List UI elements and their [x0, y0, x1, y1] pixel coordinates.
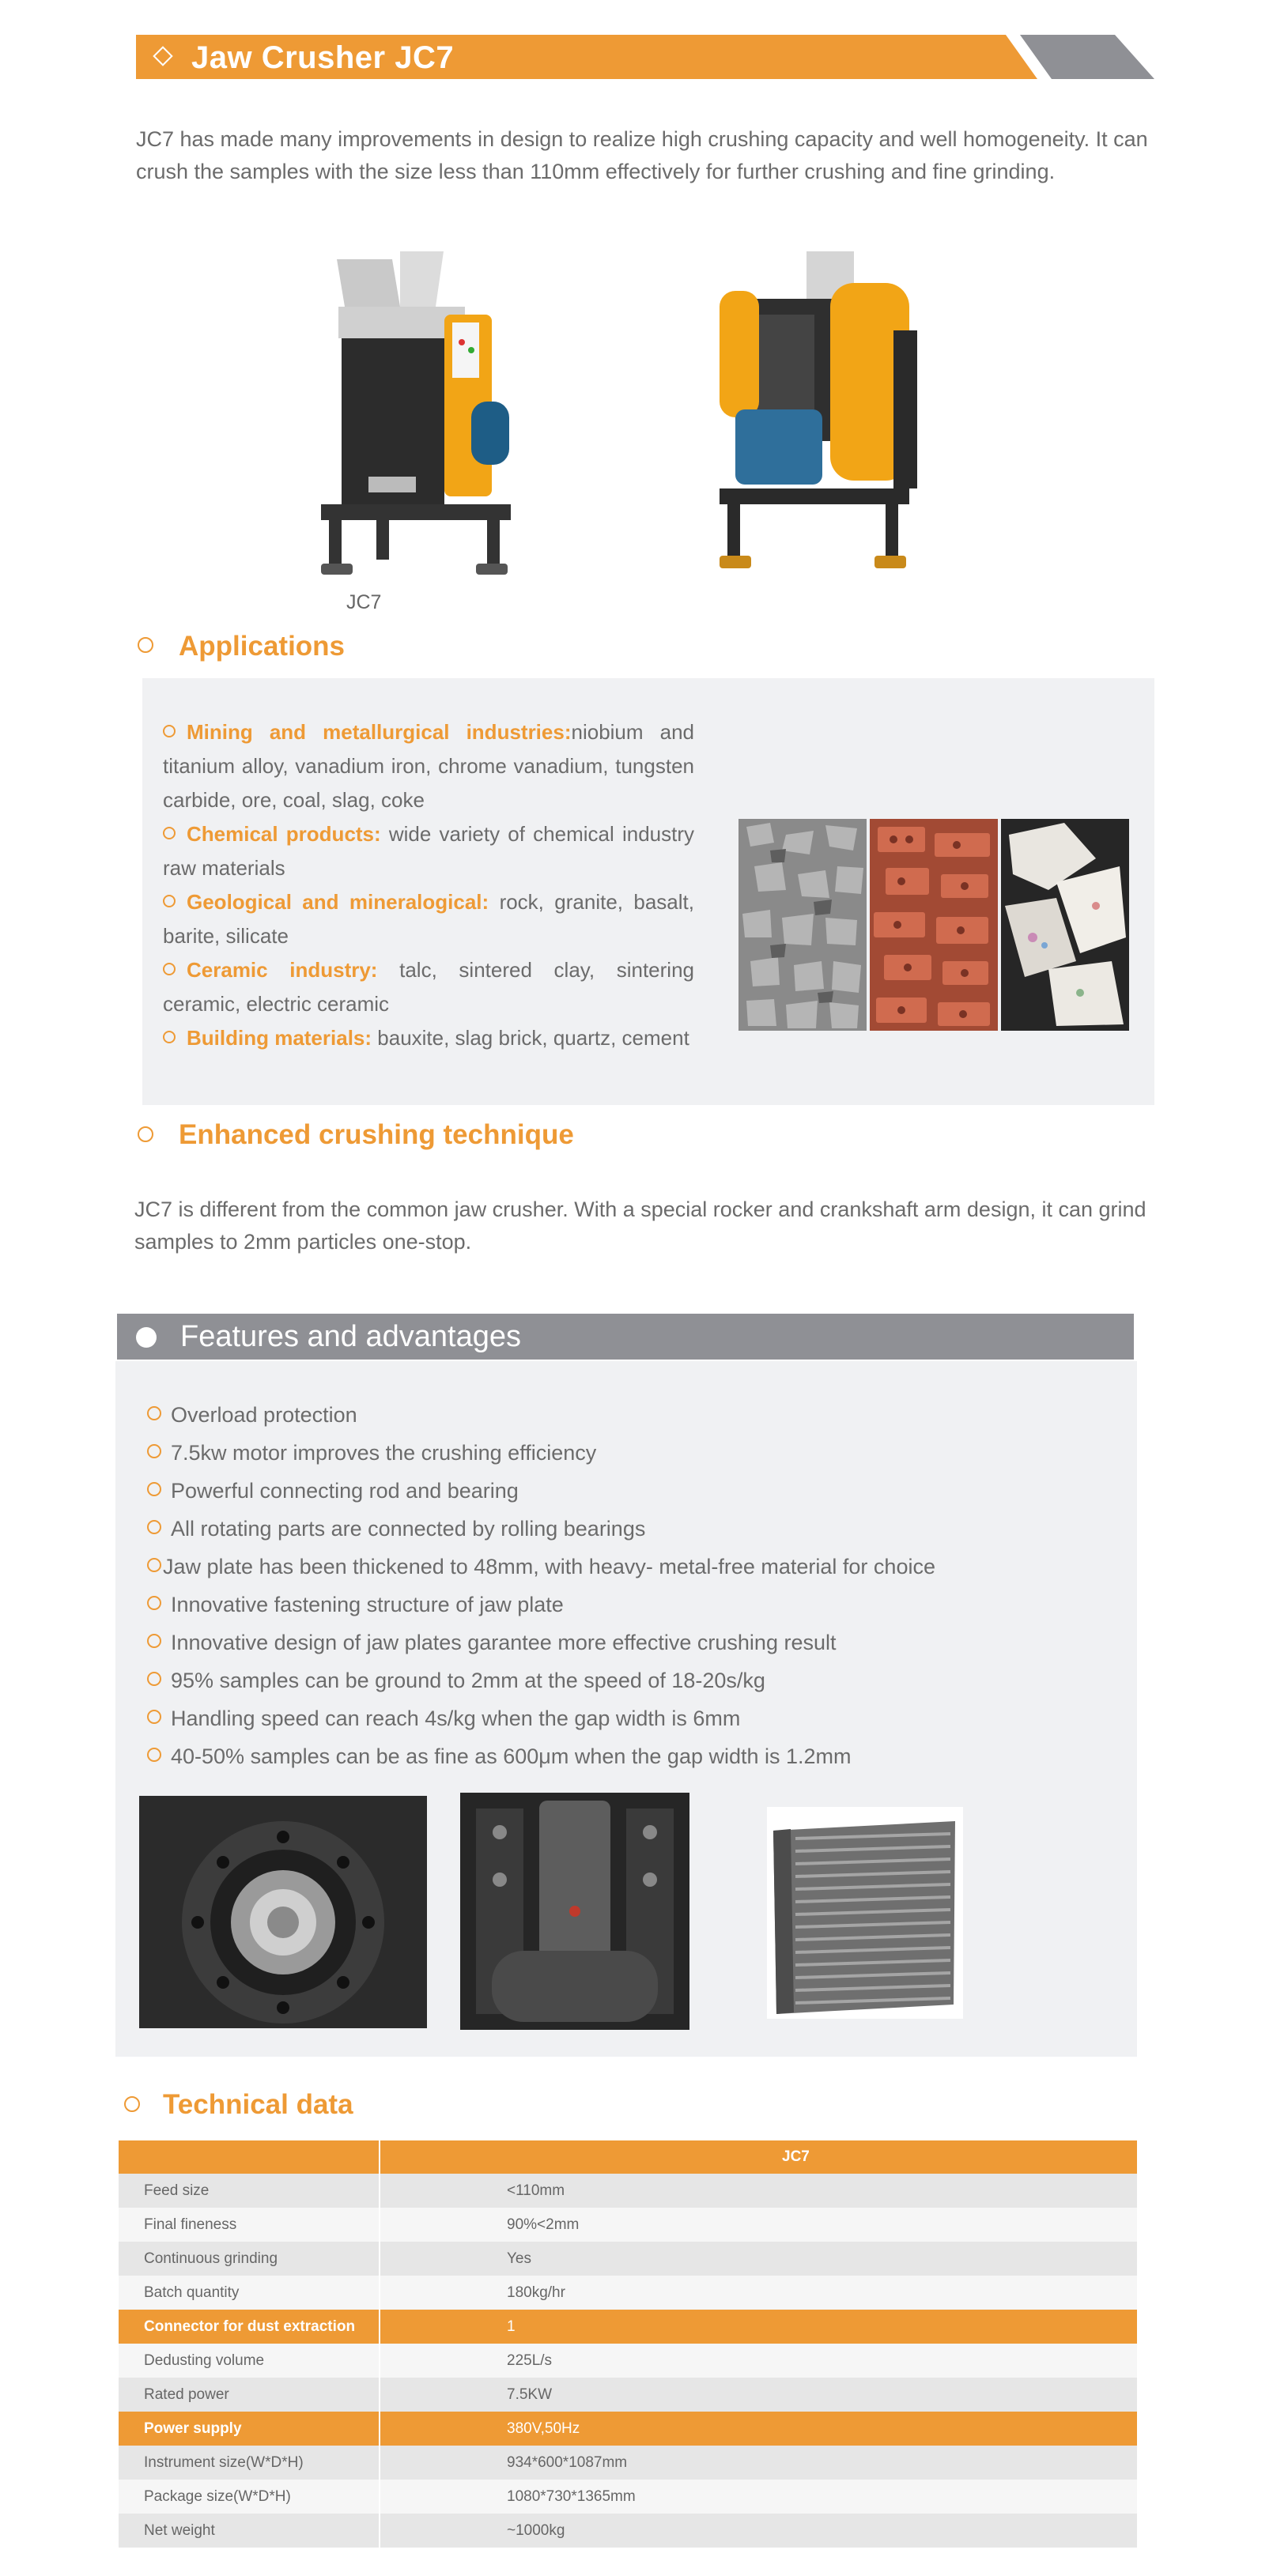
circle-bullet-icon — [147, 1482, 161, 1496]
circle-bullet-icon — [163, 827, 176, 839]
circle-bullet-icon — [147, 1558, 161, 1572]
table-header-model: JC7 — [380, 2140, 1137, 2174]
ore-sample-image — [738, 819, 867, 1031]
feature-item: Handling speed can reach 4s/kg when the gap width is 6mm — [147, 1703, 935, 1741]
features-list — [147, 1399, 935, 1778]
table-row: Feed size <110mm — [119, 2174, 1137, 2208]
applications-title: Applications — [179, 631, 346, 662]
flywheel-detail-image — [139, 1796, 427, 2028]
circle-bullet-icon — [163, 963, 176, 975]
feature-item: 40-50% samples can be as fine as 600μm when the gap width is 1.2mm — [147, 1741, 935, 1778]
technical-data-table — [119, 2140, 1137, 2548]
table-header-label — [119, 2140, 380, 2174]
jaw-crusher-side-image — [704, 251, 925, 588]
circle-bullet-icon — [163, 1031, 176, 1043]
application-item: Building materials: bauxite, slag brick, quartz, cement — [163, 1021, 694, 1055]
features-title: Features and advantages — [180, 1320, 521, 1353]
slag-brick-image — [870, 819, 998, 1031]
feature-item: 95% samples can be ground to 2mm at the speed of 18-20s/kg — [147, 1665, 935, 1703]
table-header-row — [119, 2140, 1137, 2174]
feature-item: Innovative design of jaw plates garantee more effective crushing result — [147, 1627, 935, 1665]
table-row: Dedusting volume 225L/s — [119, 2344, 1137, 2378]
circle-bullet-icon — [163, 725, 176, 737]
section-circle-icon — [138, 637, 153, 653]
feature-item: 7.5kw motor improves the crushing efficiency — [147, 1437, 935, 1475]
page-title: Jaw Crusher JC7 — [191, 40, 455, 75]
intro-paragraph: JC7 has made many improvements in design to realize high crushing capacity and well homogeneity. It can crush the samples with the size less than 110mm effectively for further crushing and fine grinding. — [136, 127, 1148, 183]
circle-bullet-icon — [147, 1748, 161, 1762]
table-row: Rated power 7.5KW — [119, 2378, 1137, 2412]
filled-circle-icon — [136, 1327, 157, 1348]
table-row: Instrument size(W*D*H) 934*600*1087mm — [119, 2446, 1137, 2480]
feature-item: Overload protection — [147, 1399, 935, 1437]
table-row-highlight: Power supply 380V,50Hz — [119, 2412, 1137, 2446]
section-circle-icon — [124, 2096, 140, 2112]
feature-item: All rotating parts are connected by rolling bearings — [147, 1513, 935, 1551]
enhanced-title: Enhanced crushing technique — [179, 1119, 574, 1150]
section-circle-icon — [138, 1126, 153, 1142]
ceramic-shards-image — [1001, 819, 1129, 1031]
circle-bullet-icon — [147, 1634, 161, 1648]
feature-item: Powerful connecting rod and bearing — [147, 1475, 935, 1513]
jaw-crusher-front-image — [305, 251, 535, 588]
feature-item: Innovative fastening structure of jaw plate — [147, 1589, 935, 1627]
title-banner-accent — [1020, 35, 1154, 79]
table-row: Package size(W*D*H) 1080*730*1365mm — [119, 2480, 1137, 2514]
circle-bullet-icon — [147, 1672, 161, 1686]
table-row-highlight: Connector for dust extraction 1 — [119, 2310, 1137, 2344]
enhanced-paragraph: JC7 is different from the common jaw crusher. With a special rocker and crankshaft arm design, it can grind samples to 2mm particles one-stop. — [134, 1197, 1146, 1254]
circle-bullet-icon — [147, 1596, 161, 1610]
jaw-plate-image — [767, 1807, 963, 2019]
applications-list — [163, 715, 694, 1055]
circle-bullet-icon — [163, 895, 176, 907]
product-caption: JC7 — [346, 591, 382, 613]
connecting-rod-detail-image — [460, 1793, 689, 2030]
application-item: Mining and metallurgical industries:niobium and titanium alloy, vanadium iron, chrome vanadium, tungsten carbide, ore, coal, slag, coke — [163, 720, 695, 812]
circle-bullet-icon — [147, 1444, 161, 1458]
table-row: Final fineness 90%<2mm — [119, 2208, 1137, 2242]
application-item: Ceramic industry: talc, sintered clay, sintering ceramic, electric ceramic — [163, 958, 694, 1016]
circle-bullet-icon — [147, 1710, 161, 1724]
table-row: Net weight ~1000kg — [119, 2514, 1137, 2548]
feature-item: Jaw plate has been thickened to 48mm, with heavy- metal-free material for choice — [147, 1551, 935, 1589]
application-item: Chemical products: wide variety of chemical industry raw materials — [163, 822, 694, 880]
table-row: Continuous grinding Yes — [119, 2242, 1137, 2276]
table-row: Batch quantity 180kg/hr — [119, 2276, 1137, 2310]
technical-title: Technical data — [163, 2089, 353, 2120]
application-item: Geological and mineralogical: rock, granite, basalt, barite, silicate — [163, 890, 694, 948]
circle-bullet-icon — [147, 1406, 161, 1420]
circle-bullet-icon — [147, 1520, 161, 1534]
